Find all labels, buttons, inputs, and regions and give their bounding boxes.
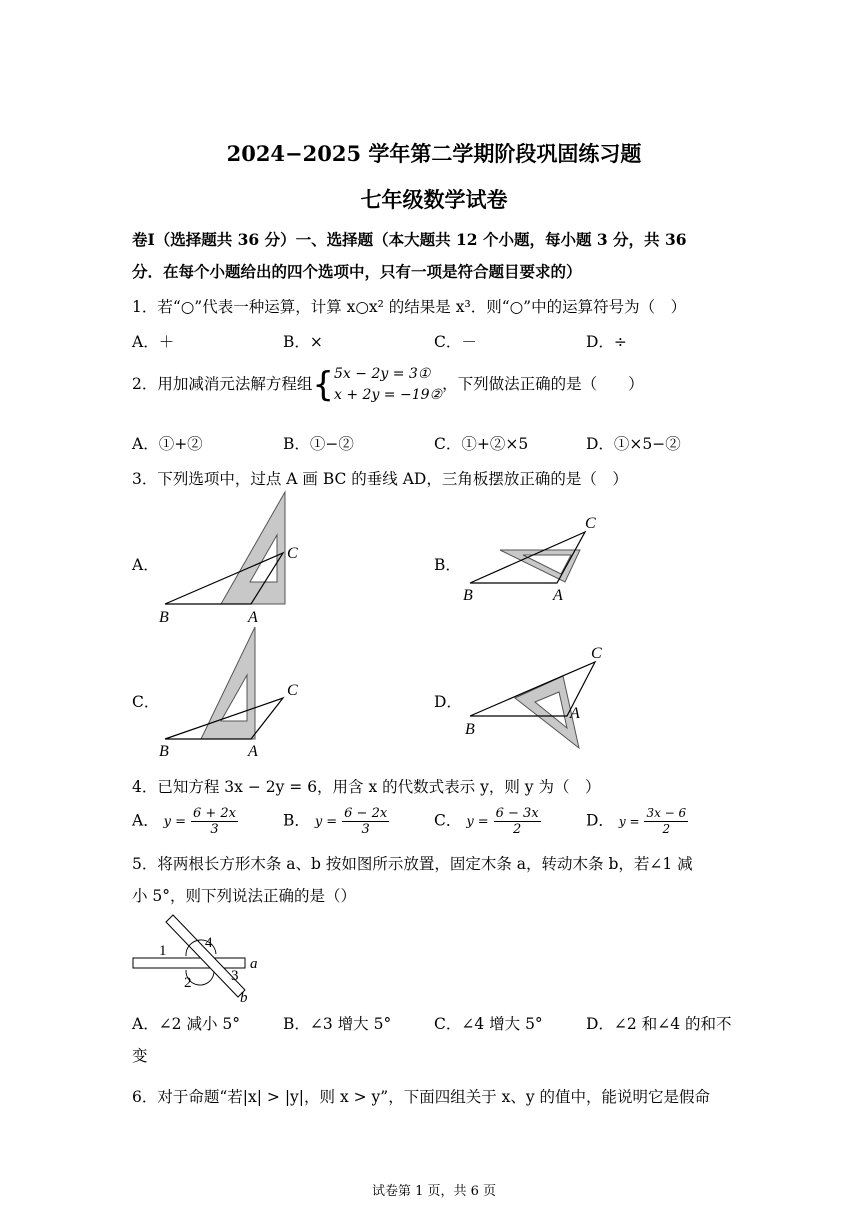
page-title: 2024−2025 学年第二学期阶段巩固练习题	[226, 141, 642, 166]
q3b-label-b: B	[463, 587, 473, 604]
q2-equation-system	[334, 364, 442, 406]
q5-option-d-wrap: 变	[132, 1047, 148, 1065]
q5-option-b: B．∠3 增大 5°	[283, 1015, 392, 1033]
q3d-label-a: A	[570, 705, 580, 722]
q3d-label-c: C	[591, 645, 602, 662]
q5-option-d: D．∠2 和∠4 的和不	[586, 1015, 732, 1033]
q3-option-d: D．	[434, 693, 462, 711]
q4-option-a	[132, 806, 238, 837]
q2-brace-icon: {	[312, 365, 335, 405]
q4-option-b-num: 6 − 2x	[344, 806, 388, 821]
q3b-label-c: C	[585, 515, 596, 532]
q3c-label-b: B	[159, 743, 169, 760]
q2-eq1: 5x − 2y = 3①	[334, 366, 431, 382]
q3c-label-a: A	[248, 743, 258, 760]
q3d-label-b: B	[465, 721, 475, 738]
q4-option-b-den: 3	[361, 822, 370, 837]
q4-option-b-fraction	[342, 806, 389, 837]
q5-figure-wooden-strips	[128, 910, 268, 1005]
q4-option-d-lhs: y =	[618, 814, 640, 829]
page-subtitle: 七年级数学试卷	[360, 187, 508, 212]
q3a-label-c: C	[287, 545, 298, 562]
q2-text	[132, 364, 644, 406]
q5-label-strip-a: a	[250, 956, 258, 972]
q5-option-c: C．∠4 增大 5°	[434, 1015, 543, 1033]
q4-option-b	[283, 806, 389, 837]
q2-option-a: A．①+②	[132, 435, 203, 453]
q3-figure-c	[155, 625, 315, 760]
q4-option-c-lhs: y =	[466, 814, 489, 830]
q3-text: 3．下列选项中，过点 A 画 BC 的垂线 AD，三角板摆放正确的是（ ）	[132, 470, 628, 488]
q5-option-a: A．∠2 减小 5°	[132, 1015, 241, 1033]
q4-option-d-den: 2	[662, 822, 671, 836]
q3a-label-b: B	[159, 609, 169, 625]
q4-option-c-letter: C．	[434, 811, 462, 830]
q5-label-angle-1: 1	[159, 943, 167, 959]
q4-option-a-num: 6 + 2x	[192, 806, 236, 821]
q4-option-b-letter: B．	[283, 811, 310, 830]
q2-option-c: C．①+②×5	[434, 435, 529, 453]
q3c-label-c: C	[287, 682, 298, 699]
q1-option-d: D．÷	[586, 333, 627, 351]
q2-suffix: ，下列做法正确的是（ ）	[442, 375, 644, 393]
q1-text: 1．若“○”代表一种运算，计算 x○x² 的结果是 x³．则“○”中的运算符号为（ ）	[132, 298, 687, 316]
q2-option-b: B．①−②	[283, 435, 354, 453]
q4-option-c-den: 2	[513, 822, 522, 837]
q2-prefix: 2．用加减消元法解方程组	[132, 375, 313, 393]
q1-option-b: B．×	[283, 333, 323, 351]
q1-option-a: A．＋	[132, 333, 175, 351]
q1-option-c: C．－	[434, 333, 477, 351]
q4-option-d-num: 3x − 6	[646, 806, 687, 820]
q6-text: 6．对于命题“若|x| > |y|，则 x > y”，下面四组关于 x、y 的值中，能说明它是假命	[132, 1088, 711, 1106]
section-heading-line1: 卷I（选择题共 36 分）一、选择题（本大题共 12 个小题，每小题 3 分，共 36	[132, 230, 687, 249]
q4-option-d-letter: D．	[586, 811, 614, 830]
q4-option-c-fraction	[494, 806, 541, 837]
q4-option-c-num: 6 − 3x	[495, 806, 539, 821]
q5-text-line1: 5．将两根长方形木条 a、b 按如图所示放置，固定木条 a，转动木条 b，若∠1 减	[132, 855, 693, 873]
q2-eq2: x + 2y = −19②	[334, 387, 443, 403]
q2-option-d: D．①×5−②	[586, 435, 681, 453]
q5-label-angle-3: 3	[231, 968, 239, 984]
q4-option-d-fraction	[644, 806, 688, 837]
q4-option-a-letter: A．	[132, 811, 159, 830]
q4-option-b-lhs: y =	[314, 814, 338, 830]
q4-option-a-fraction	[191, 806, 238, 837]
q4-option-d	[586, 806, 688, 837]
q4-option-a-lhs: y =	[163, 814, 187, 830]
q5-label-strip-b: b	[240, 990, 248, 1005]
q3-option-c: C．	[132, 693, 160, 711]
q4-option-c	[434, 806, 541, 837]
q3-option-b: B．	[434, 556, 461, 574]
q3-option-a: A．	[132, 556, 159, 574]
section-heading-line2: 分．在每个小题给出的四个选项中，只有一项是符合题目要求的）	[132, 262, 582, 281]
q3b-label-a: A	[553, 587, 563, 604]
q3-figure-a	[155, 490, 315, 625]
page-footer: 试卷第 1 页，共 6 页	[371, 1184, 497, 1199]
q5-label-angle-4: 4	[205, 935, 213, 951]
q4-option-a-den: 3	[210, 822, 219, 837]
q4-text: 4．已知方程 3x − 2y = 6，用含 x 的代数式表示 y，则 y 为（ ）	[132, 778, 601, 796]
q3-figure-d	[455, 640, 615, 755]
q5-label-angle-2: 2	[184, 975, 192, 991]
q3-figure-b	[455, 510, 615, 605]
q3a-label-a: A	[248, 609, 258, 625]
q5-text-line2: 小 5°，则下列说法正确的是（）	[132, 887, 357, 905]
